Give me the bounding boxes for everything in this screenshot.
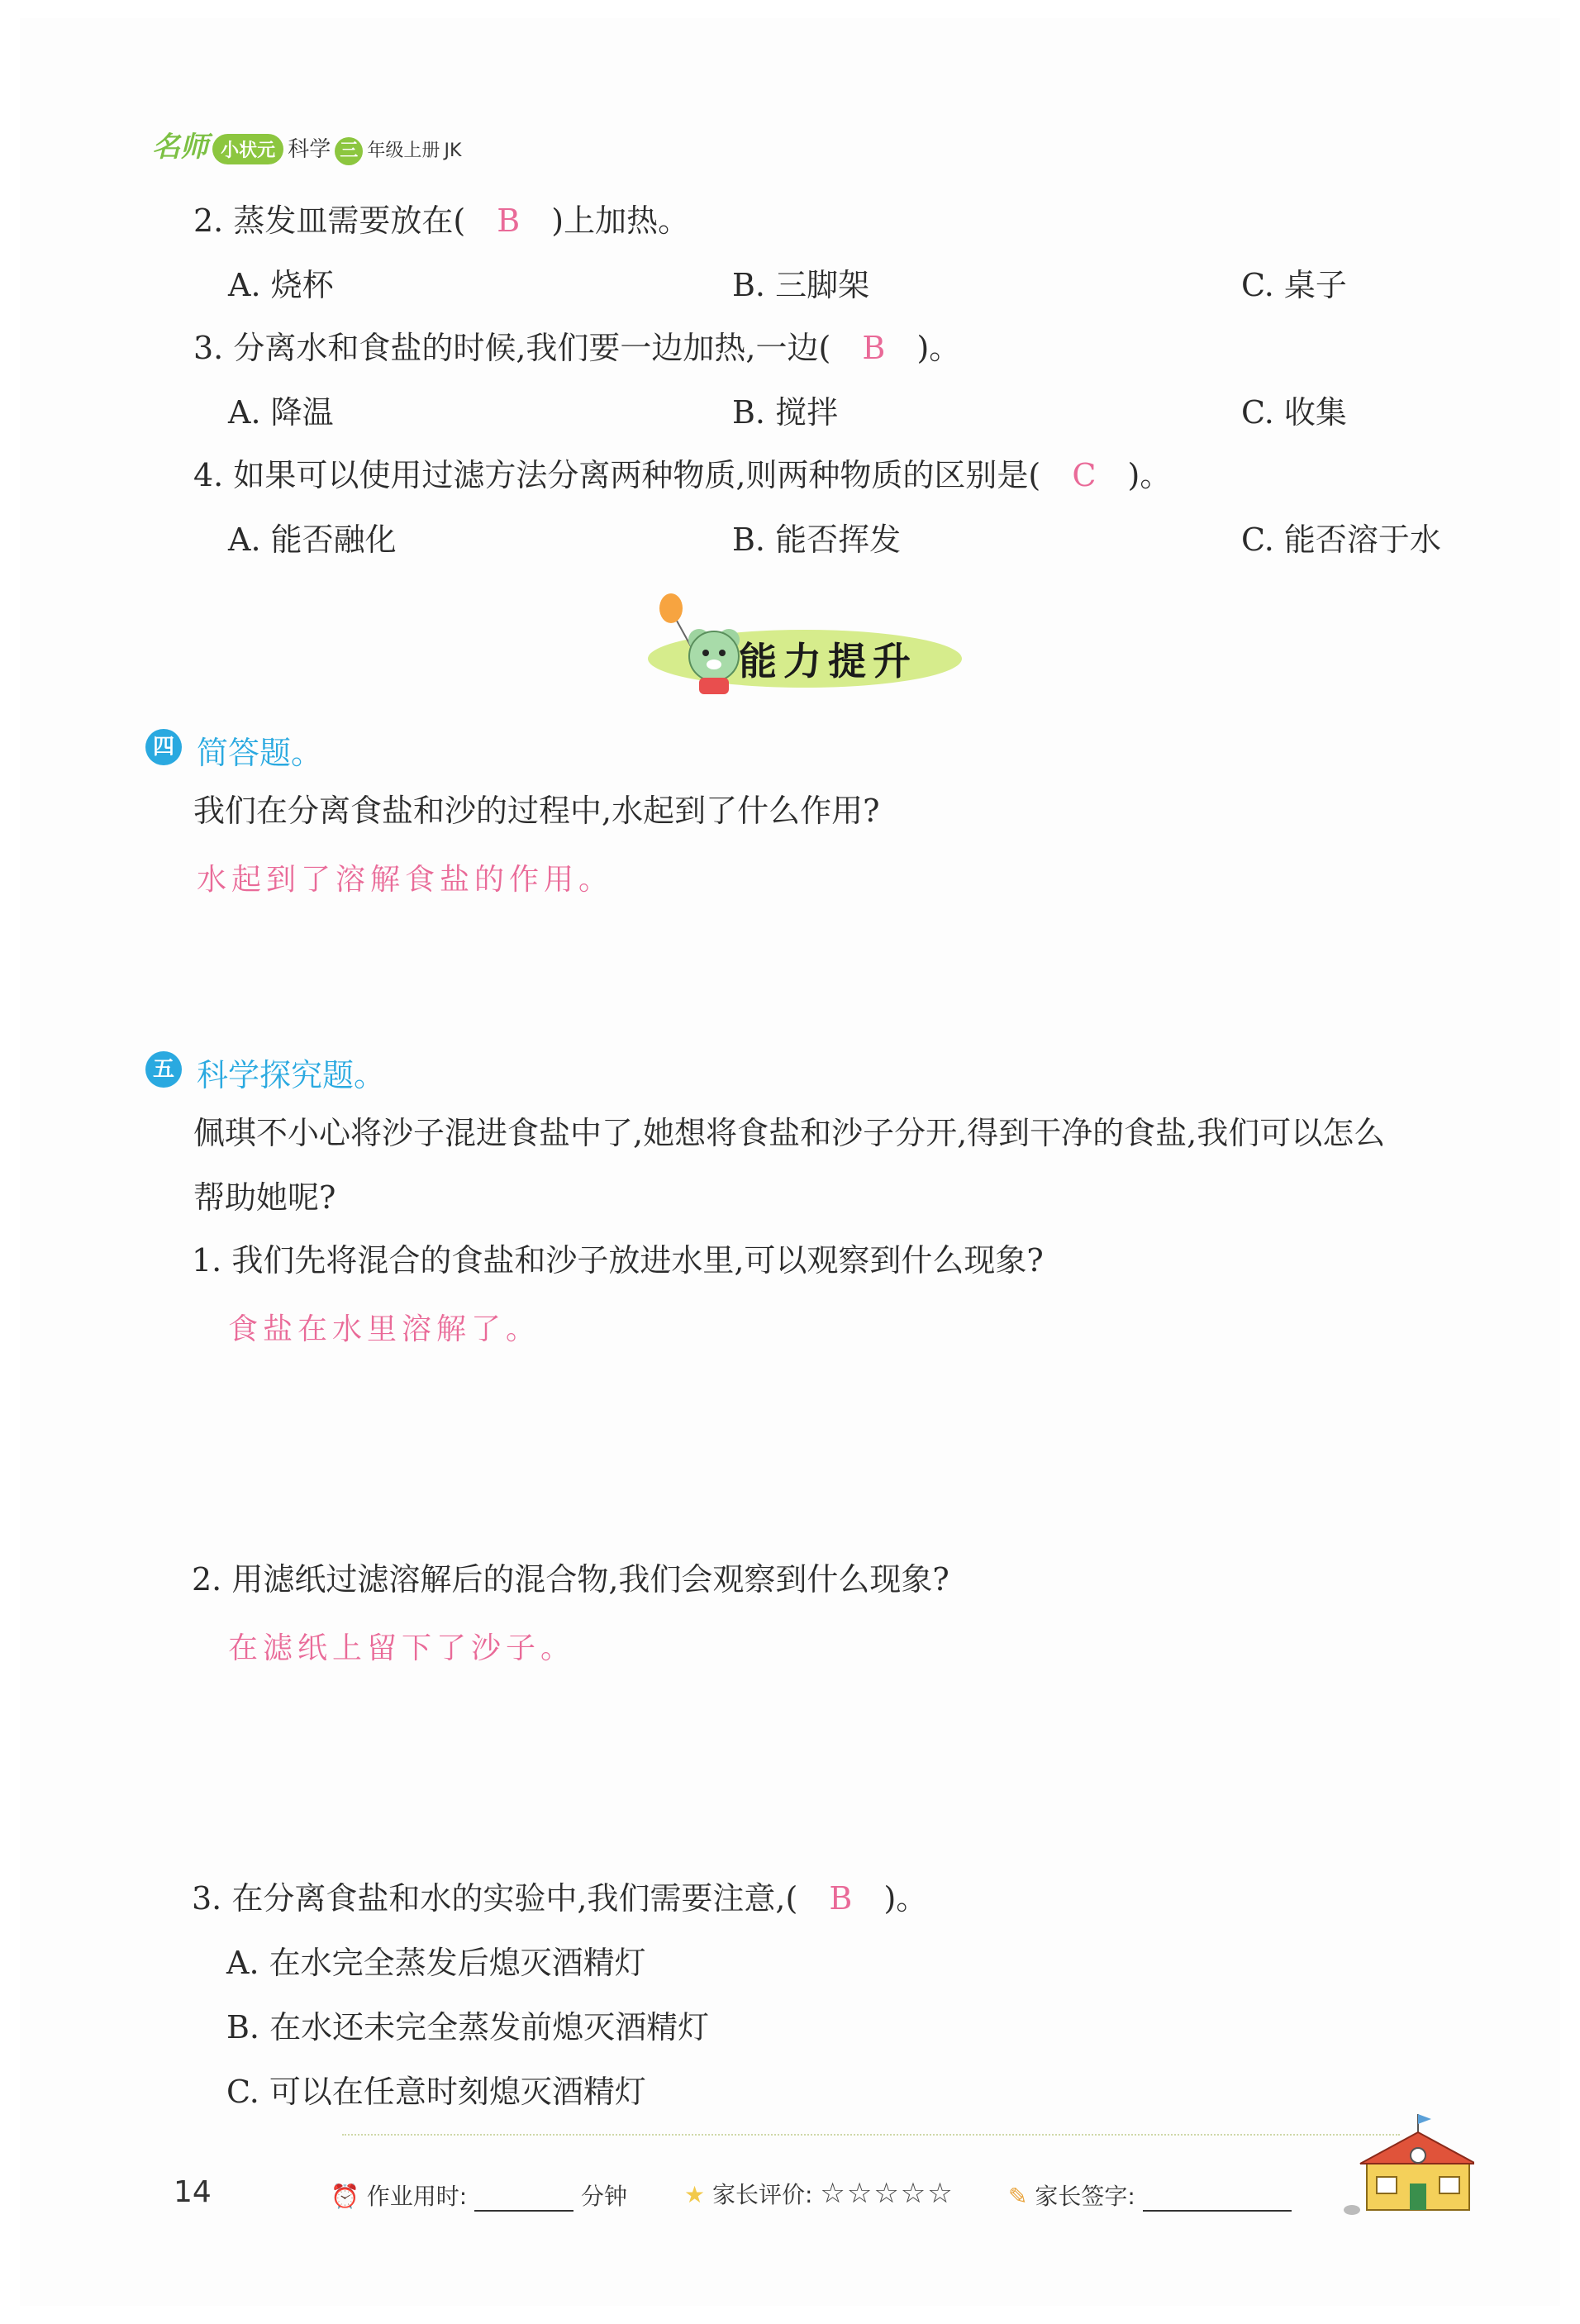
option-c: C. 可以在任意时刻熄灭酒精灯 (226, 2074, 646, 2110)
inquiry-intro-line-2: 帮助她呢? (193, 1179, 336, 1216)
page-number: 14 (174, 2175, 212, 2209)
handwritten-answer: B (829, 1880, 853, 1917)
option-c: C. 桌子 (1241, 267, 1347, 303)
inquiry-question-3 (192, 1879, 927, 1917)
option-a: A. 在水完全蒸发后熄灭酒精灯 (226, 1945, 646, 1981)
grade-text: 年级上册 (367, 140, 440, 161)
question-stem: 4. 如果可以使用过滤方法分离两种物质,则两种物质的区别是( (193, 457, 1041, 493)
handwritten-answer: B (497, 202, 521, 239)
time-label: 作业用时: (366, 2183, 468, 2210)
inquiry-question-2: 2. 用滤纸过滤溶解后的混合物,我们会观察到什么现象? (192, 1561, 949, 1598)
sign-label: 家长签字: (1035, 2183, 1135, 2210)
thumb-icon: ★ (684, 2181, 706, 2208)
homework-time (331, 2179, 627, 2212)
section-badge: 五 (145, 1051, 182, 1088)
alarm-clock-icon: ⏰ (331, 2183, 359, 2210)
page-header (152, 124, 461, 165)
brand-name: 名师 (152, 131, 208, 164)
option-a: A. 降温 (228, 394, 334, 431)
time-blank[interactable] (474, 2185, 573, 2212)
handwritten-answer: 食盐在水里溶解了。 (228, 1312, 541, 1346)
option-a: A. 烧杯 (228, 267, 334, 303)
signature-blank[interactable] (1143, 2185, 1292, 2212)
section-title: 简答题。 (197, 735, 323, 771)
mc-question-4 (193, 456, 1171, 494)
edition-label: JK (444, 140, 462, 161)
rating-label: 家长评价: (712, 2181, 813, 2208)
handwritten-answer: 水起到了溶解食盐的作用。 (197, 863, 614, 897)
footer-divider (342, 2134, 1400, 2136)
option-b: B. 在水还未完全蒸发前熄灭酒精灯 (226, 2009, 710, 2045)
question-stem: 3. 分离水和食盐的时候,我们要一边加热,一边( (193, 330, 831, 366)
brand-pill: 小状元 (212, 134, 283, 164)
question-stem-end: )。 (1127, 457, 1172, 493)
pencil-icon: ✎ (1008, 2183, 1028, 2210)
handwritten-answer: C (1072, 457, 1097, 493)
option-b: B. 能否挥发 (732, 521, 902, 558)
section-title: 科学探究题。 (197, 1057, 386, 1093)
parent-rating (684, 2177, 954, 2210)
option-b: B. 三脚架 (732, 267, 870, 303)
time-unit: 分钟 (581, 2183, 628, 2210)
mc-question-2 (193, 202, 689, 240)
subject-label: 科学 (288, 137, 331, 162)
question-stem-end: )。 (883, 1880, 928, 1917)
question-stem-end: )上加热。 (551, 202, 690, 239)
bear-mascot-icon (648, 588, 747, 696)
question-stem: 3. 在分离食盐和水的实验中,我们需要注意,( (192, 1880, 798, 1917)
parent-signature (1008, 2179, 1292, 2212)
grade-badge: 三 (335, 137, 363, 165)
option-c: C. 能否溶于水 (1241, 521, 1441, 558)
inquiry-question-1: 1. 我们先将混合的食盐和沙子放进水里,可以观察到什么现象? (192, 1242, 1044, 1279)
inquiry-intro-line-1: 佩琪不小心将沙子混进食盐中了,她想将食盐和沙子分开,得到干净的食盐,我们可以怎么 (193, 1115, 1386, 1151)
banner-title: 能力提升 (739, 639, 917, 683)
short-answer-question: 我们在分离食盐和沙的过程中,水起到了什么作用? (193, 793, 880, 829)
rating-stars[interactable]: ☆☆☆☆☆ (820, 2177, 954, 2210)
school-house-icon (1342, 2109, 1474, 2217)
question-stem-end: )。 (916, 330, 961, 366)
option-b: B. 搅拌 (732, 394, 839, 431)
workbook-page (20, 18, 1560, 2306)
question-stem: 2. 蒸发皿需要放在( (193, 202, 466, 239)
option-c: C. 收集 (1241, 394, 1347, 431)
handwritten-answer: B (862, 330, 886, 366)
mc-question-3 (193, 329, 960, 367)
option-a: A. 能否融化 (228, 521, 397, 558)
handwritten-answer: 在滤纸上留下了沙子。 (228, 1631, 576, 1665)
section-badge: 四 (145, 729, 182, 765)
